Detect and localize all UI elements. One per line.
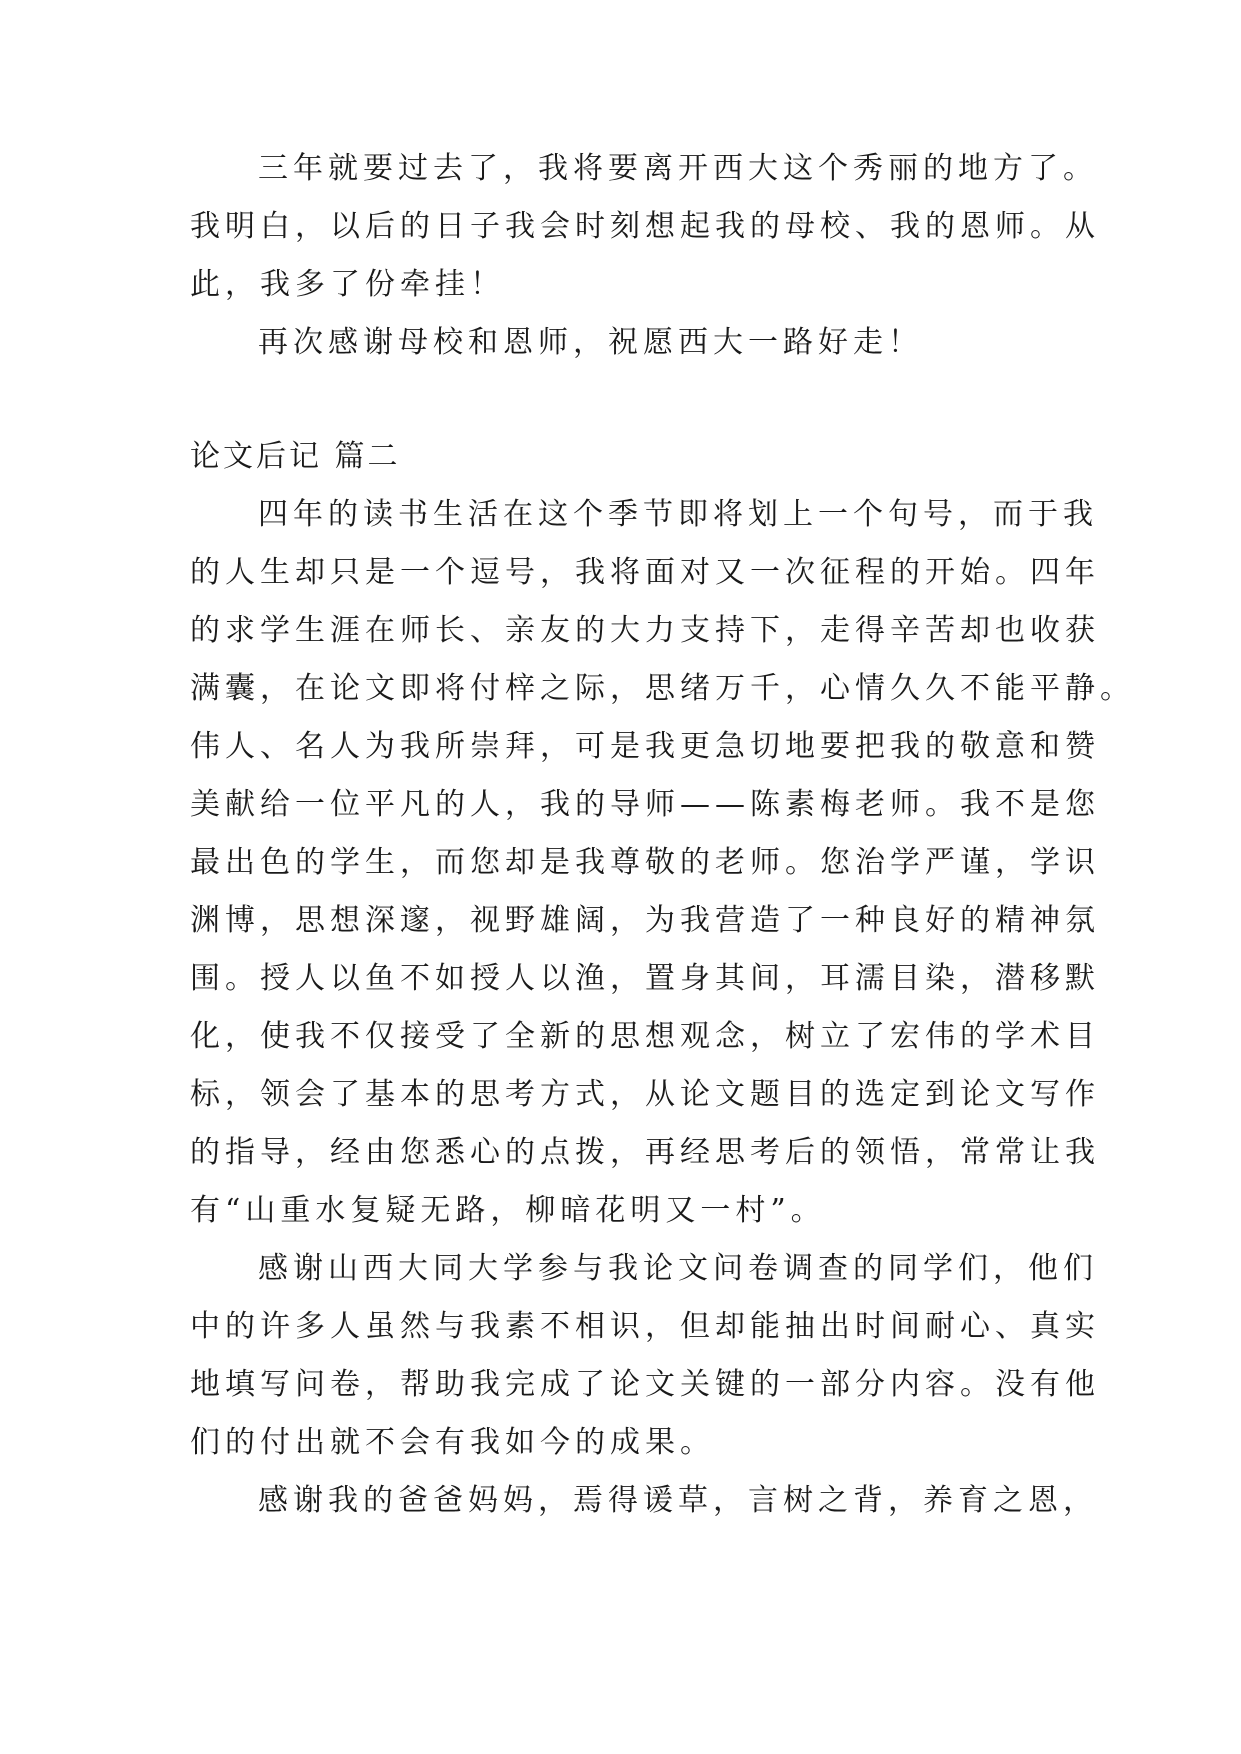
section-heading: 论文后记 篇二 (190, 439, 401, 474)
paragraph-line: 们的付出就不会有我如今的成果。 (190, 1425, 715, 1460)
paragraph-line: 伟人、名人为我所崇拜，可是我更急切地要把我的敬意和赞 (190, 729, 1100, 764)
paragraph-line: 最出色的学生，而您却是我尊敬的老师。您治学严谨，学识 (190, 845, 1100, 880)
paragraph-line: 美献给一位平凡的人，我的导师——陈素梅老师。我不是您 (190, 787, 1100, 822)
paragraph-line: 此，我多了份牵挂！ (190, 267, 505, 302)
paragraph-line: 标，领会了基本的思考方式，从论文题目的选定到论文写作 (190, 1077, 1100, 1112)
paragraph-line: 满囊，在论文即将付梓之际，思绪万千，心情久久不能平静。 (190, 671, 1135, 706)
paragraph-line: 我明白，以后的日子我会时刻想起我的母校、我的恩师。从 (190, 209, 1100, 244)
paragraph-line: 中的许多人虽然与我素不相识，但却能抽出时间耐心、真实 (190, 1309, 1100, 1344)
paragraph-line: 的人生却只是一个逗号，我将面对又一次征程的开始。四年 (190, 555, 1100, 590)
paragraph-line: 再次感谢母校和恩师，祝愿西大一路好走！ (258, 325, 923, 360)
paragraph-line: 地填写问卷，帮助我完成了论文关键的一部分内容。没有他 (190, 1367, 1100, 1402)
paragraph-line: 感谢我的爸爸妈妈，焉得谖草，言树之背，养育之恩， (258, 1483, 1098, 1518)
paragraph-line: 围。授人以鱼不如授人以渔，置身其间，耳濡目染，潜移默 (190, 961, 1100, 996)
paragraph-line: 化，使我不仅接受了全新的思想观念，树立了宏伟的学术目 (190, 1019, 1100, 1054)
paragraph-line: 的指导，经由您悉心的点拨，再经思考后的领悟，常常让我 (190, 1135, 1100, 1170)
paragraph-line: 的求学生涯在师长、亲友的大力支持下，走得辛苦却也收获 (190, 613, 1100, 648)
paragraph-line: 四年的读书生活在这个季节即将划上一个句号，而于我 (258, 497, 1098, 532)
paragraph-line: 有“山重水复疑无路，柳暗花明又一村”。 (190, 1193, 826, 1228)
paragraph-line: 三年就要过去了，我将要离开西大这个秀丽的地方了。 (258, 151, 1098, 186)
paragraph-line: 感谢山西大同大学参与我论文问卷调查的同学们，他们 (258, 1251, 1098, 1286)
paragraph-line: 渊博，思想深邃，视野雄阔，为我营造了一种良好的精神氛 (190, 903, 1100, 938)
